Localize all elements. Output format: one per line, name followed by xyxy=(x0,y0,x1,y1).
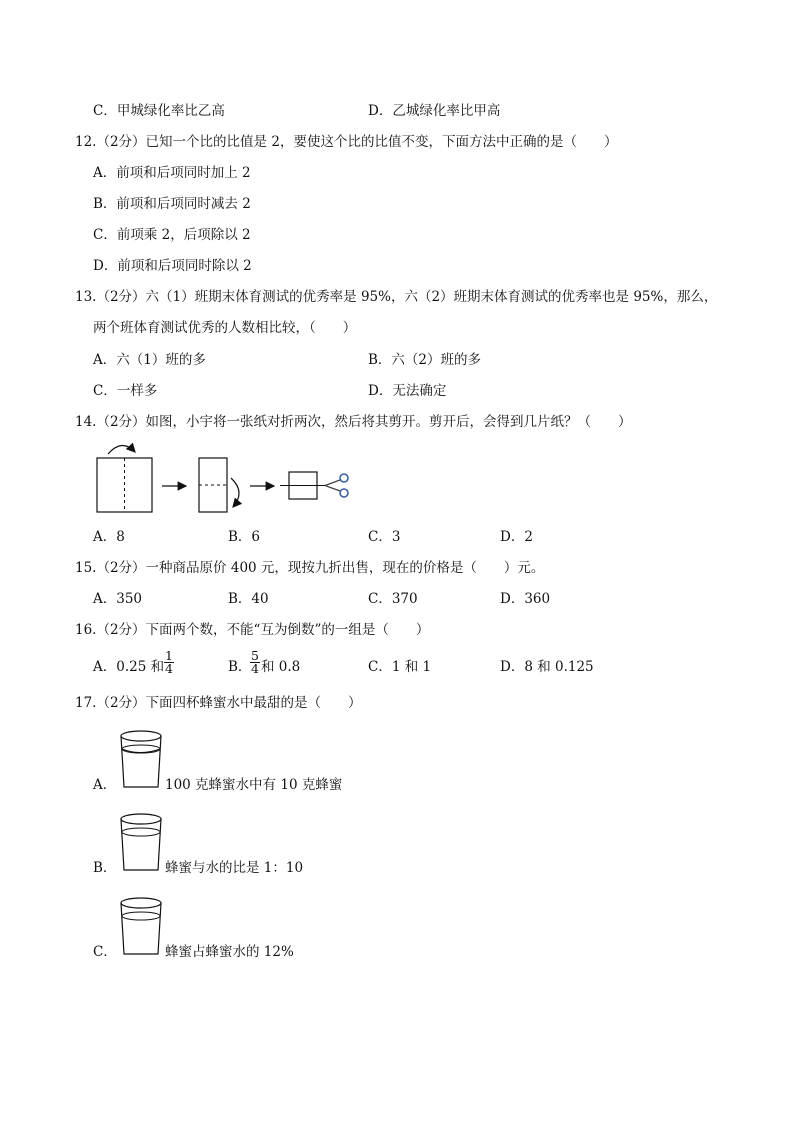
q13-option-b: B．六（2）班的多 xyxy=(368,352,482,368)
q13-option-a: A．六（1）班的多 xyxy=(93,352,206,368)
q13-option-c: C．一样多 xyxy=(93,383,158,399)
q17-option-a-label: A． xyxy=(93,777,117,793)
q17-option-b-text: 蜂蜜与水的比是 1：10 xyxy=(165,860,304,876)
q17-option-b-label: B． xyxy=(93,860,117,876)
q17-option-c-label: C． xyxy=(93,944,117,960)
q17-option-a-text: 100 克蜂蜜水中有 10 克蜂蜜 xyxy=(165,777,343,793)
q14-option-b: B．6 xyxy=(228,529,261,545)
q16-option-b-fraction xyxy=(250,650,260,675)
q12-stem: 12.（2分）已知一个比的比值是 2，要使这个比的比值不变，下面方法中正确的是（ ） xyxy=(75,134,618,150)
q17-option-c-text: 蜂蜜占蜂蜜水的 12% xyxy=(165,944,294,960)
q16-option-b-prefix: B． xyxy=(228,659,252,675)
q15-option-a: A．350 xyxy=(93,591,143,607)
q16-option-d: D．8 和 0.125 xyxy=(500,659,594,675)
q12-option-a: A．前项和后项同时加上 2 xyxy=(93,165,251,181)
q11-option-c: C．甲城绿化率比乙高 xyxy=(93,103,225,119)
half-sheet xyxy=(199,458,227,512)
q15-option-b: B．40 xyxy=(228,591,269,607)
q14-stem: 14.（2分）如图，小宇将一张纸对折两次，然后将其剪开。剪开后，会得到几片纸？（ ） xyxy=(75,414,632,430)
q17-stem: 17.（2分）下面四杯蜂蜜水中最甜的是（ ） xyxy=(75,695,362,711)
q14-option-a: A．8 xyxy=(93,529,125,545)
q13-stem-line2: 两个班体育测试优秀的人数相比较，（ ） xyxy=(93,320,357,336)
q16-option-a-prefix: A．0.25 和 xyxy=(93,659,165,675)
q12-option-b: B．前项和后项同时减去 2 xyxy=(93,196,251,212)
quarter-sheet xyxy=(280,472,325,499)
cup-icon xyxy=(118,729,164,791)
q16-option-c: C．1 和 1 xyxy=(368,659,432,675)
q14-option-d: D．2 xyxy=(500,529,533,545)
q12-option-c: C．前项乘 2，后项除以 2 xyxy=(93,227,251,243)
q16-option-b-suffix: 和 0.8 xyxy=(261,659,301,675)
q12-option-d: D．前项和后项同时除以 2 xyxy=(93,258,252,274)
cup-icon xyxy=(118,812,164,874)
q13-stem-line1: 13.（2分）六（1）班期末体育测试的优秀率是 95%，六（2）班期末体育测试的优秀率也是 95%，那么， xyxy=(75,289,718,305)
q14-option-c: C．3 xyxy=(368,529,401,545)
paper-folding-figure xyxy=(90,440,360,515)
q15-option-c: C．370 xyxy=(368,591,418,607)
fold-down-arrow-icon xyxy=(231,478,239,507)
q13-option-d: D．无法确定 xyxy=(368,383,447,399)
fraction-numerator: 1 xyxy=(165,648,173,663)
q16-option-a-fraction xyxy=(164,650,174,675)
scissors-icon xyxy=(325,474,348,497)
fraction-denominator: 4 xyxy=(165,661,173,676)
fold-arrow-icon xyxy=(108,445,135,454)
full-sheet xyxy=(97,458,152,512)
q15-stem: 15.（2分）一种商品原价 400 元，现按九折出售，现在的价格是（ ）元。 xyxy=(75,560,545,576)
fraction-numerator: 5 xyxy=(251,648,259,663)
q11-option-d: D．乙城绿化率比甲高 xyxy=(368,103,501,119)
cup-icon xyxy=(118,896,164,958)
q16-stem: 16.（2分）下面两个数，不能“互为倒数”的一组是（ ） xyxy=(75,622,430,638)
fraction-denominator: 4 xyxy=(251,661,259,676)
q15-option-d: D．360 xyxy=(500,591,551,607)
